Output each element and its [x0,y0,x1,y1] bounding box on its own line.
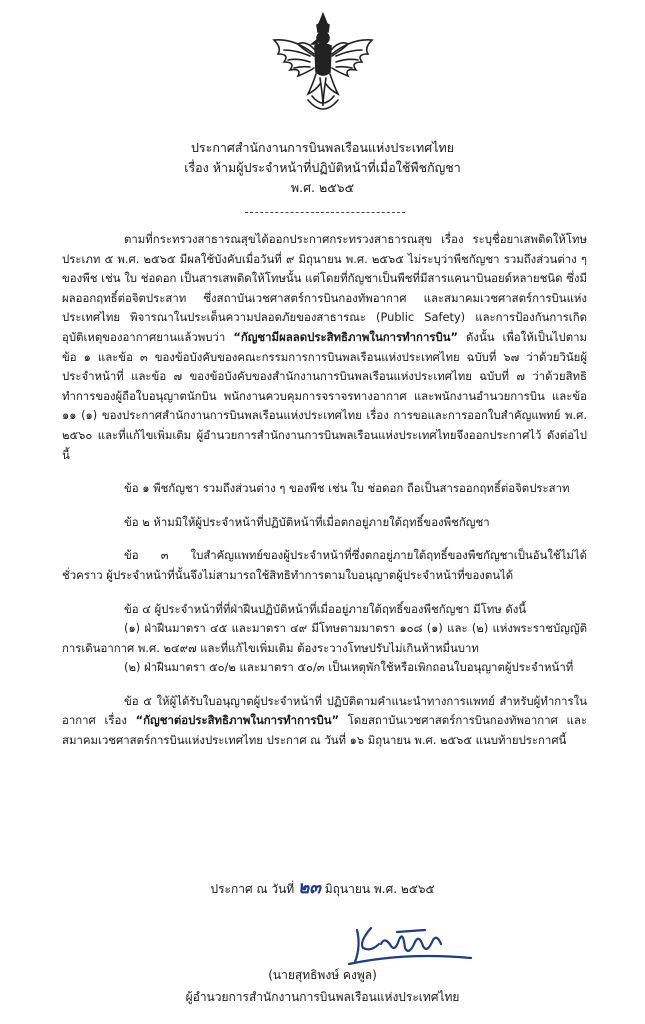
issue-date-day: ๒๓ [298,878,321,898]
clause-5 [62,692,587,751]
garuda-emblem-icon [268,10,378,120]
clause-4: ข้อ ๔ ผู้ประจำหน้าที่ที่ฝ่าฝืนปฏิบัติหน้าที่เมื่ออยู่ภายใต้ฤทธิ์ของพืชกัญชา มีโทษ ดังนี้ [124,601,527,616]
clause-3: ข้อ ๓ ใบสำคัญแพทย์ของผู้ประจำหน้าที่ซึ่งตกอยู่ภายใต้ฤทธิ์ของพืชกัญชาเป็นอันใช้ไม่ได้ชั่วคราว ผู้ประจำหน้าที่นั้นจึงไม่สามารถใช้สิทธิทำการตามใบอนุญาตผู้ประจำหน้าที่ของตนได้ [62,548,587,582]
clause-4-item-1: (๑) ฝ่าฝืนมาตรา ๔๕ และมาตรา ๔๙ มีโทษตามมาตรา ๑๐๘ (๑) และ (๒) แห่งพระราชบัญญัติการเดินอากาศ พ.ศ. ๒๔๙๗ และที่แก้ไขเพิ่มเติม ต้องระวางโทษปรับไม่เกินห้าหมื่นบาท [62,621,587,655]
issue-date [0,878,645,899]
clause-2: ข้อ ๒ ห้ามมิให้ผู้ประจำหน้าที่ปฏิบัติหน้าที่เมื่อตกอยู่ภายใต้ฤทธิ์ของพืชกัญชา [124,514,490,529]
clause-4-item-2: (๒) ฝ่าฝืนมาตรา ๕๐/๒ และมาตรา ๕๐/๓ เป็นเหตุพักใช้หรือเพิกถอนใบอนุญาตผู้ประจำหน้าที่ [124,660,574,675]
separator-line [245,212,405,213]
announcement-body [62,230,587,751]
clause-1: ข้อ ๑ พืชกัญชา รวมถึงส่วนต่าง ๆ ของพืช เช่น ใบ ช่อดอก ถือเป็นสารออกฤทธิ์ต่อจิตประสาท [124,481,570,496]
signature-icon [345,922,475,968]
preamble-text-b: ดังนั้น เพื่อให้เป็นไปตามข้อ ๑ และข้อ ๓ ของข้อบังคับของคณะกรรมการการบินพลเรือนแห่งประเทศไทย ฉบับที่ ๖๗ ว่าด้วยวินัยผู้ประจำหน้าที่ และข้อ ๗ ของข้อบังคับของสำนักงานการบินพลเรือนแห่งประเทศไทย ฉบับที่ ๗ ว่าด้วยสิทธิทำการของผู้ถือใบอนุญาตนักบิน พนักงานควบคุมการจราจรทางอากาศ และพนักงานอำนวยการบิน และข้อ ๑๑ (๑) ของประกาศสำนักงานการบินพลเรือนแห่งประเทศไทย เรื่อง การขอและการออกใบสำคัญแพทย์ พ.ศ. ๒๕๖๐ และที่แก้ไขเพิ่มเติม ผู้อำนวยการสำนักงานการบินพลเรือนแห่งประเทศไทยจึงออกประกาศไว้ ดังต่อไปนี้ [62,329,588,462]
clause-5-text-a: ข้อ ๕ ให้ผู้ได้รับใบอนุญาตผู้ประจำหน้าที่ ปฏิบัติตามคำแนะนำทางการแพทย์ สำหรับผู้ทำการในอากาศ เรื่อง [62,693,587,728]
clause-5-quote: “กัญชาต่อประสิทธิภาพในการทำการบิน” [135,713,339,728]
signatory-name: (นายสุทธิพงษ์ คงพูล) [268,968,377,982]
announcement-subject: เรื่อง ห้ามผู้ประจำหน้าที่ปฏิบัติหน้าที่เมื่อใช้พืชกัญชา [184,160,461,175]
issue-date-prefix: ประกาศ ณ วันที่ [210,882,295,896]
announcement-year: พ.ศ. ๒๕๖๕ [290,180,355,195]
clause-5-text-b: โดยสถาบันเวชศาสตร์การบินกองทัพอากาศ และสมาคมเวชศาสตร์การบินแห่งประเทศไทย ประกาศ ณ วันที่ ๑๖ มิถุนายน พ.ศ. ๒๕๖๕ แนบท้ายประกาศนี้ [62,713,588,748]
preamble-text-a: ตามที่กระทรวงสาธารณสุขได้ออกประกาศกระทรวงสาธารณสุข เรื่อง ระบุชื่อยาเสพติดให้โทษประเภท ๕ พ.ศ. ๒๕๖๕ มีผลใช้บังคับเมื่อวันที่ ๙ มิถุนายน พ.ศ. ๒๕๖๕ ไม่ระบุว่าพืชกัญชา รวมถึงส่วนต่าง ๆ ของพืช เช่น ใบ ช่อดอก เป็นสารเสพติดให้โทษนั้น แต่โดยที่กัญชาเป็นพืชที่มีสารแคนาบินอยด์หลายชนิด ซึ่งมีผลออกฤทธิ์ต่อจิตประสาท ซึ่งสถาบันเวชศาสตร์การบินกองทัพอากาศ และสมาคมเวชศาสตร์การบินแห่งประเทศไทย พิจารณาในประเด็นความปลอดภัยของสาธารณะ (Public Safety) และการป้องกันการเกิดอุบัติเหตุของอากาศยานแล้วพบว่า [62,232,587,344]
signatory-position: ผู้อำนวยการสำนักงานการบินพลเรือนแห่งประเทศไทย [185,990,460,1004]
preamble-paragraph [62,230,587,465]
issue-date-suffix: มิถุนายน พ.ศ. ๒๕๖๕ [324,882,435,896]
announcement-title: ประกาศสำนักงานการบินพลเรือนแห่งประเทศไทย [190,140,455,155]
preamble-quote: “กัญชามีผลลดประสิทธิภาพในการทำการบิน” [233,329,458,344]
